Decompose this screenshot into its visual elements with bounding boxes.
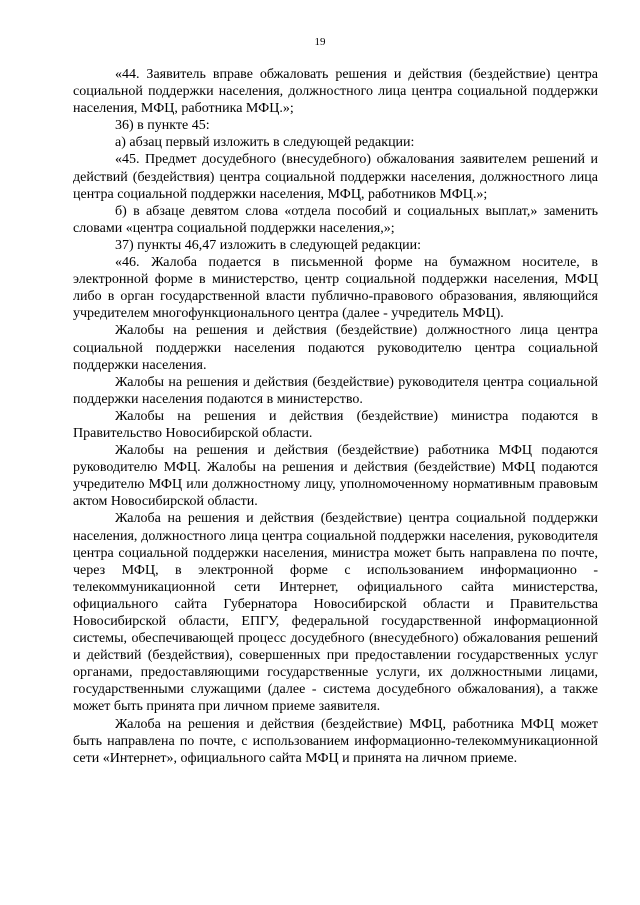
paragraph-item-44: «44. Заявитель вправе обжаловать решения и действия (бездействие) центра социальной поддержки населения, должностного лица центра социальной поддержки населения, МФЦ, работника МФЦ.»; (73, 67, 598, 117)
page-number: 19 (314, 36, 326, 48)
document-body (73, 66, 598, 767)
paragraph-subpoint-b: б) в абзаце девятом слова «отдела пособий и социальных выплат,» заменить словами «центра социальной поддержки населения,»; (73, 203, 598, 236)
paragraph-complaint-mfc-worker: Жалобы на решения и действия (бездействие) работника МФЦ подаются руководителю МФЦ. Жалобы на решения и действия (бездействие) МФЦ подаются учредителю МФЦ или должностному лицу, уполномоченному нормативным правовым актом Новосибирской области. (73, 443, 598, 510)
paragraph-subpoint-a: а) абзац первый изложить в следующей редакции: (115, 135, 415, 151)
paragraph-item-45: «45. Предмет досудебного (внесудебного) обжалования заявителем решений и действий (бездействия) центра социальной поддержки населения, должностного лица центра социальной поддержки населения, МФЦ, работников МФЦ.»; (73, 152, 598, 202)
paragraph-point-37: 37) пункты 46,47 изложить в следующей редакции: (115, 237, 422, 253)
paragraph-complaint-mfc-channels: Жалоба на решения и действия (бездействие) МФЦ, работника МФЦ может быть направлена по почте, с использованием информационно-телекоммуникационной сети «Интернет», официального сайта МФЦ и принята на личном приеме. (73, 716, 598, 766)
paragraph-point-36: 36) в пункте 45: (115, 118, 210, 134)
paragraph-complaint-minister: Жалобы на решения и действия (бездействие) министра подаются в Правительство Новосибирской области. (73, 408, 598, 441)
paragraph-item-46: «46. Жалоба подается в письменной форме на бумажном носителе, в электронной форме в министерство, центр социальной поддержки населения, МФЦ либо в орган государственной власти публично-правового образования, являющийся учредителем многофункционального центра (далее - учредитель МФЦ). (73, 255, 598, 322)
paragraph-complaint-head: Жалобы на решения и действия (бездействие) руководителя центра социальной поддержки населения подаются в министерство. (73, 374, 598, 407)
paragraph-complaint-official: Жалобы на решения и действия (бездействие) должностного лица центра социальной поддержки населения подаются руководителю центра социальной поддержки населения. (73, 323, 598, 373)
paragraph-complaint-channels: Жалоба на решения и действия (бездействие) центра социальной поддержки населения, должностного лица центра социальной поддержки населения, руководителя центра социальной поддержки населения, министра может быть направлена по почте, через МФЦ, в электронной форме с использованием информационно - телекоммуникационной сети Интернет, официального сайта министерства, официального сайта Губернатора Новосибирской области и Правительства Новосибирской области, ЕПГУ, федеральной государственной информационной системы, обеспечивающей процесс досудебного (внесудебного) обжалования решений и действий (бездействия), совершенных при предоставлении государственных услуг органами, предоставляющими государственные услуги, их должностными лицами, государственными служащими (далее - система досудебного обжалования), а также может быть принята при личном приеме заявителя. (73, 511, 598, 715)
